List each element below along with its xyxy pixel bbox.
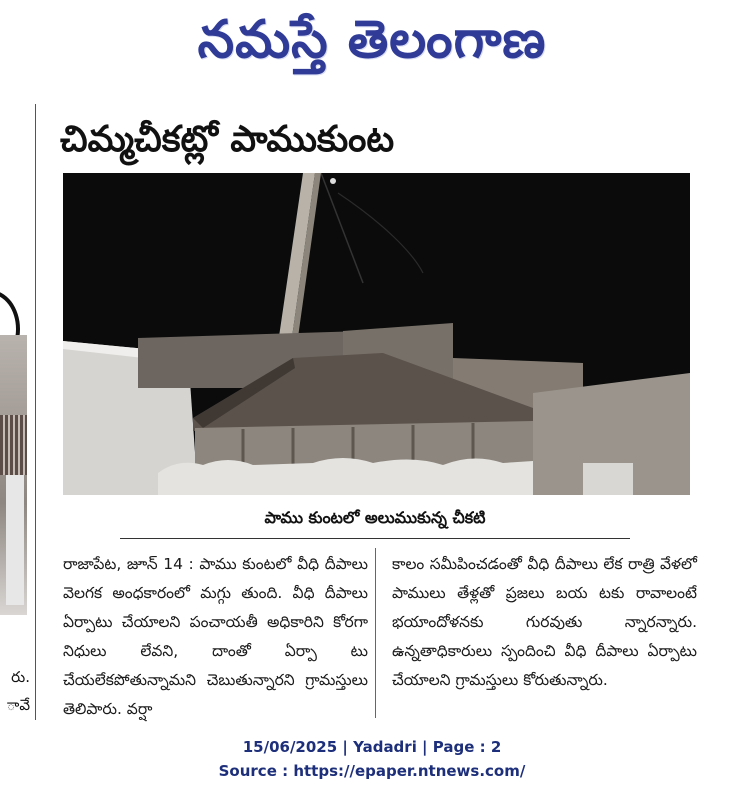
article-headline: చిమ్మచీకట్లో పాముకుంట bbox=[60, 119, 395, 160]
adjacent-text-fragment: రు. bbox=[11, 668, 30, 686]
adjacent-article-strip bbox=[0, 100, 30, 740]
adjacent-text-fragment: ావే bbox=[6, 696, 30, 714]
night-village-photo bbox=[63, 173, 690, 495]
adjacent-person-photo bbox=[0, 335, 27, 615]
photo-caption: పాము కుంటలో అలుముకున్న చీకటి bbox=[120, 498, 630, 539]
article-body-column-2: కాలం సమీపించడంతో వీధి దీపాలు లేక రాత్రి వేళలో పాములు తేళ్లతో ప్రజలు బయ టకు రావాలంటే భయాందోళనకు గురవుతు న్నారన్నారు. ఉన్నతాధికారులు స్పందించి వీధి దీపాలు ఏర్పాటు చేయాలని గ్రామస్తులు కోరుతున్నారు. bbox=[392, 555, 697, 689]
adjacent-photo-leg bbox=[6, 475, 24, 605]
article-body-column-1: రాజాపేట, జూన్ 14 : పాము కుంటలో వీధి దీపాలు వెలగక అంధకారంలో మగ్గు తుంది. వీధి దీపాలు ఏర్పాటు చేయాలని పంచాయతీ అధికారిని కోరగా నిధులు లేవని, దాంతో ఏర్పా టు చేయలేకపోతున్నామని చెబుతున్నారని గ్రామస్తులు తెలిపారు. వర్షా bbox=[63, 555, 368, 718]
column-divider bbox=[375, 548, 376, 718]
newspaper-masthead: నమస్తే తెలంగాణ bbox=[197, 9, 547, 70]
adjacent-photo-shirt bbox=[0, 415, 27, 475]
edition-info: 15/06/2025 | Yadadri | Page : 2 bbox=[242, 738, 502, 756]
article-photo bbox=[63, 173, 690, 495]
column-rule bbox=[35, 104, 36, 720]
source-link[interactable]: Source : https://epaper.ntnews.com/ bbox=[218, 762, 526, 780]
